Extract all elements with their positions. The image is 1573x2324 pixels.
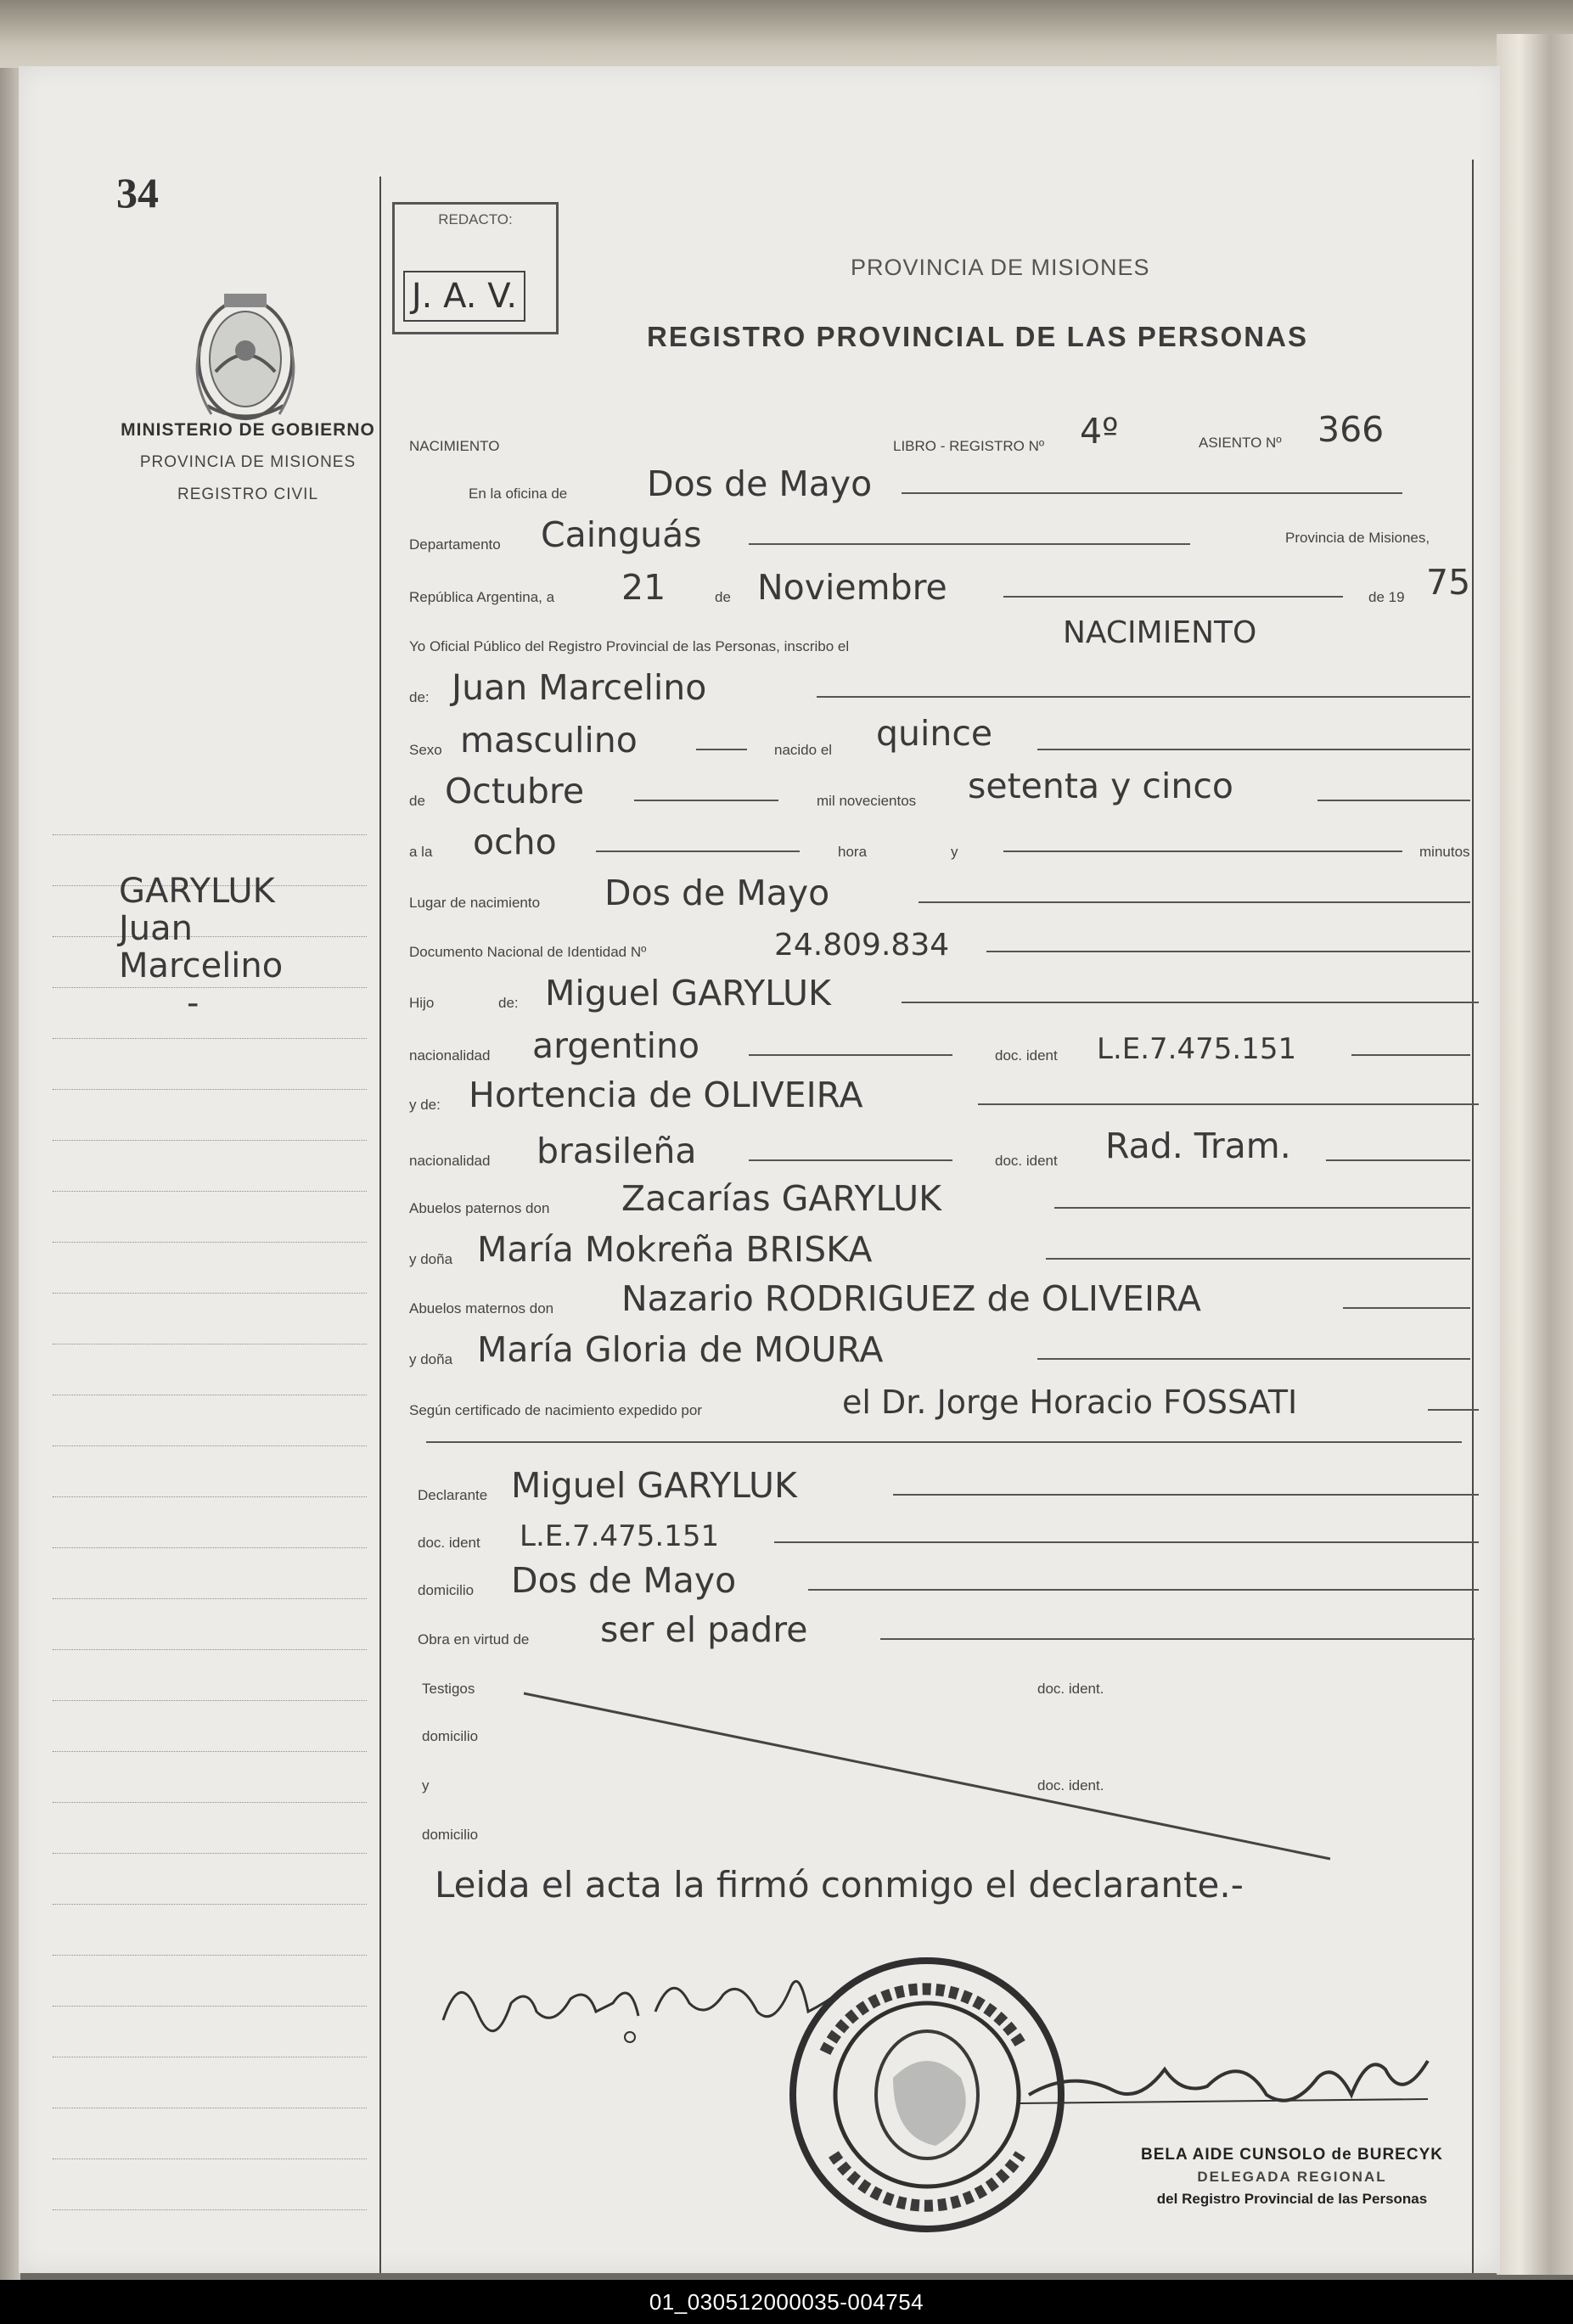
certificado-row — [392, 1373, 1487, 1424]
mes-nac-row — [392, 764, 1487, 815]
inscribo-row — [392, 609, 1487, 660]
official-signature — [1020, 2035, 1445, 2137]
libro-value: 4º — [1080, 411, 1119, 452]
abuelos-pat-label: Abuelos paternos don — [409, 1200, 550, 1216]
book-top-edge — [0, 0, 1573, 76]
strike-through-line — [520, 1689, 1334, 1867]
domicilio-label: domicilio — [418, 1582, 475, 1598]
oficina-value: Dos de Mayo — [647, 463, 873, 504]
ala-label: a la — [409, 844, 433, 860]
sexo-row — [392, 713, 1487, 764]
document-title: REGISTRO PROVINCIAL DE LAS PERSONAS — [647, 321, 1308, 352]
abuelo-pat-row — [392, 1171, 1487, 1222]
abuela-pat-value: María Mokreña BRISKA — [477, 1229, 873, 1270]
abuela-mat-value: María Gloria de MOURA — [477, 1329, 884, 1370]
nac-label: nacionalidad — [409, 1047, 491, 1064]
doc-label: doc. ident — [995, 1047, 1058, 1064]
departamento-row — [392, 508, 1487, 559]
test-doc2-label: doc. ident. — [1037, 1777, 1104, 1794]
lugar-label: Lugar de nacimiento — [409, 895, 541, 911]
libro-row — [392, 409, 1487, 460]
domicilio-row — [392, 1553, 1487, 1604]
margin-note — [119, 873, 357, 1022]
sexo-label: Sexo — [409, 742, 442, 758]
dni-value: 24.809.834 — [774, 928, 950, 963]
mil-label: mil novecientos — [817, 793, 917, 809]
hijo-label: Hijo — [409, 995, 435, 1011]
dia-value: 21 — [621, 567, 666, 608]
padre-value: Miguel GARYLUK — [545, 973, 831, 1013]
nombre-value: Juan Marcelino — [452, 667, 707, 708]
declarante-doc-row — [392, 1506, 1487, 1557]
nombre-row — [392, 660, 1487, 711]
padre-nac-value: argentino — [532, 1025, 700, 1066]
declarante-label: Declarante — [418, 1487, 488, 1503]
de2-label: de — [409, 793, 425, 809]
padre-nac-row — [392, 1019, 1487, 1069]
nacido-dia-value: quince — [876, 713, 993, 754]
hijo-de-label: de: — [498, 995, 519, 1011]
oficina-label: En la oficina de — [469, 486, 568, 502]
lugar-value: Dos de Mayo — [604, 873, 830, 913]
hora-row — [392, 815, 1487, 866]
certificado-value: el Dr. Jorge Horacio FOSSATI — [842, 1384, 1298, 1421]
departamento-value: Cainguás — [541, 514, 702, 555]
official-name: BELA AIDE CUNSOLO de BURECYK — [1141, 2146, 1443, 2164]
padre-doc-value: L.E.7.475.151 — [1097, 1032, 1297, 1066]
libro-label: LIBRO - REGISTRO Nº — [893, 438, 1045, 454]
abuelo-pat-value: Zacarías GARYLUK — [621, 1178, 942, 1219]
madre-value: Hortencia de OLIVEIRA — [469, 1075, 863, 1115]
madre-row — [392, 1068, 1487, 1119]
minutos-label: minutos — [1419, 844, 1470, 860]
fecha-row — [392, 560, 1487, 611]
abuelo-mat-value: Nazario RODRIGUEZ de OLIVEIRA — [621, 1278, 1201, 1319]
madre-nac-value: brasileña — [537, 1131, 697, 1171]
redacto-initials: J. A. V. — [403, 271, 525, 322]
page-number: 34 — [116, 169, 159, 216]
inscribo-value: NACIMIENTO — [1063, 615, 1257, 650]
anio-label: de 19 — [1368, 589, 1405, 605]
sexo-value: masculino — [460, 720, 638, 761]
blank-line — [426, 1441, 1462, 1443]
testigos-label: Testigos — [422, 1681, 475, 1697]
madre-nac-row — [392, 1124, 1487, 1175]
yde-label: y de: — [409, 1097, 441, 1113]
domicilio-value: Dos de Mayo — [511, 1560, 737, 1601]
test-dom2-label: domicilio — [422, 1827, 479, 1843]
ministry-block — [112, 414, 384, 511]
republica-label: República Argentina, a — [409, 589, 555, 605]
nombre-label: de: — [409, 689, 430, 705]
dni-row — [392, 915, 1487, 966]
book-right-edge — [1497, 34, 1573, 2275]
official-office: del Registro Provincial de las Personas — [1156, 2191, 1428, 2207]
closing-statement: Leida el acta la firmó conmigo el declarante.- — [435, 1864, 1244, 1906]
obra-row — [392, 1603, 1487, 1653]
ydona-label-2: y doña — [409, 1351, 453, 1367]
obra-label: Obra en virtud de — [418, 1631, 530, 1648]
anio-value: 75 — [1426, 562, 1471, 603]
padre-row — [392, 966, 1487, 1017]
abuelo-mat-row — [392, 1271, 1487, 1322]
test-doc-label: doc. ident. — [1037, 1681, 1104, 1697]
doc-label-2: doc. ident — [995, 1153, 1058, 1169]
margin-note-line: - — [187, 984, 199, 1023]
official-role: DELEGADA REGIONAL — [1197, 2169, 1387, 2185]
ministry-province: PROVINCIA DE MISIONES — [139, 453, 357, 471]
test-y-label: y — [422, 1777, 430, 1794]
book-left-edge — [0, 68, 20, 2292]
de-label: de — [715, 589, 731, 605]
ministry-name: MINISTERIO DE GOBIERNO — [121, 420, 375, 440]
abuela-pat-row — [392, 1222, 1487, 1273]
official-block — [1114, 2144, 1470, 2210]
nacido-label: nacido el — [774, 742, 833, 758]
provincia-label: Provincia de Misiones, — [1285, 530, 1430, 546]
nac-label-2: nacionalidad — [409, 1153, 491, 1169]
oficina-row — [392, 457, 1487, 508]
decl-doc-label: doc. ident — [418, 1535, 480, 1551]
redacto-label: REDACTO: — [438, 211, 513, 227]
declarante-doc-value: L.E.7.475.151 — [520, 1519, 720, 1553]
nacimiento-label: NACIMIENTO — [409, 438, 500, 454]
margin-note-line: GARYLUK — [119, 872, 275, 911]
nacido-mes-value: Octubre — [445, 771, 585, 811]
ydona-label: y doña — [409, 1251, 453, 1267]
hora-label: hora — [838, 844, 868, 860]
ministry-office: REGISTRO CIVIL — [177, 486, 319, 503]
madre-doc-value: Rad. Tram. — [1105, 1126, 1291, 1166]
image-id-footer: 01_030512000035-004754 — [0, 2280, 1573, 2324]
abuela-mat-row — [392, 1322, 1487, 1373]
asiento-label: ASIENTO Nº — [1199, 435, 1282, 451]
inscribo-label: Yo Oficial Público del Registro Provincial de las Personas, inscribo el — [409, 638, 850, 654]
hora-value: ocho — [473, 822, 557, 862]
certificado-label: Según certificado de nacimiento expedido por — [409, 1402, 702, 1418]
test-dom-label: domicilio — [422, 1728, 479, 1744]
declarante-row — [392, 1458, 1487, 1509]
register-page — [19, 66, 1500, 2273]
declarante-value: Miguel GARYLUK — [511, 1465, 797, 1506]
lugar-row — [392, 866, 1487, 917]
redacto-box — [392, 202, 559, 334]
nacido-anio-value: setenta y cinco — [968, 766, 1233, 806]
margin-note-line: Marcelino — [119, 946, 284, 985]
y-label: y — [951, 844, 958, 860]
dni-label: Documento Nacional de Identidad Nº — [409, 944, 647, 960]
abuelos-mat-label: Abuelos maternos don — [409, 1300, 554, 1316]
mes-value: Noviembre — [757, 567, 947, 608]
departamento-label: Departamento — [409, 536, 501, 553]
margin-note-line: Juan — [119, 909, 194, 948]
header-province: PROVINCIA DE MISIONES — [851, 255, 1150, 280]
asiento-value: 366 — [1317, 409, 1385, 450]
obra-value: ser el padre — [600, 1609, 808, 1650]
